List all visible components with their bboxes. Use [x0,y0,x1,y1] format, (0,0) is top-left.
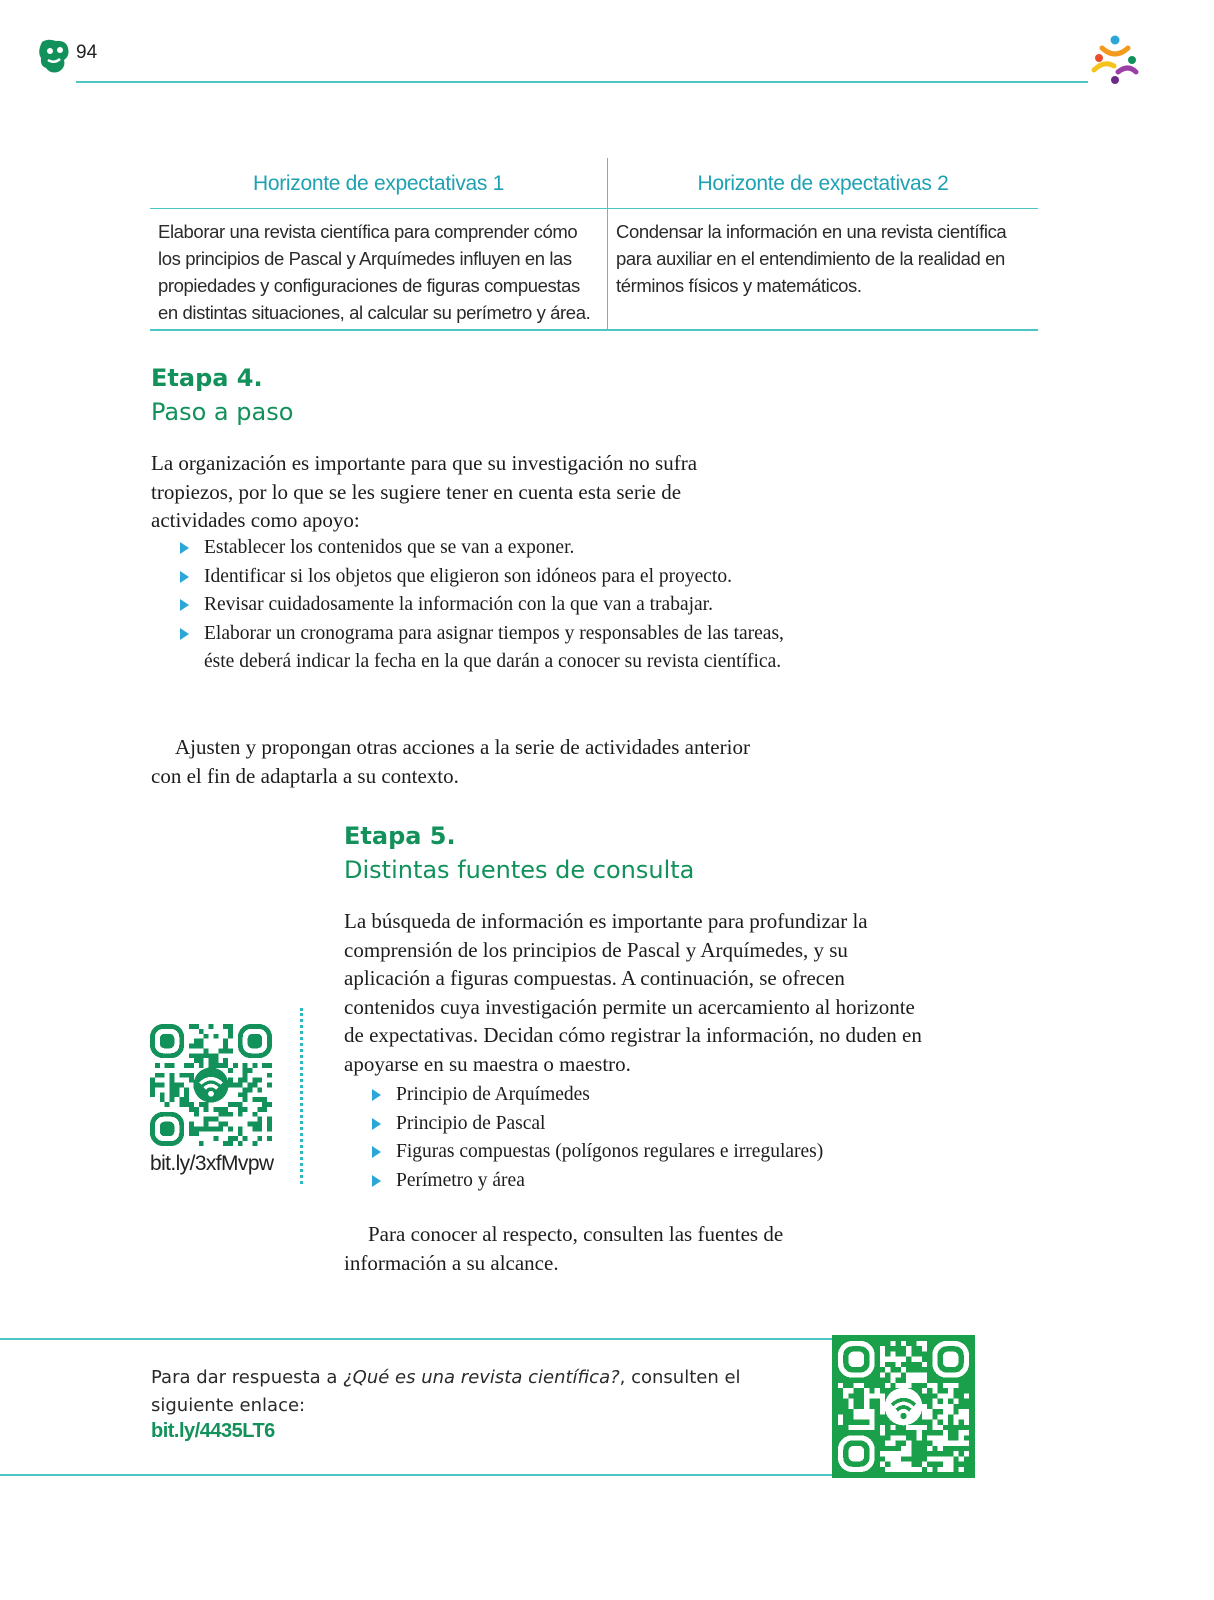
list-item [368,1081,928,1110]
table-bottom-rule [150,329,1038,331]
footer-link[interactable]: bit.ly/4435LT6 [151,1420,275,1442]
list-item-text: Perímetro y área [396,1169,525,1191]
qr-code-icon[interactable] [150,1024,272,1146]
header-rule [76,81,1088,83]
bullet-triangle-icon [180,599,189,611]
colorful-people-logo-icon [1088,34,1142,86]
list-item [368,1110,928,1139]
table-header-rule [150,208,1038,209]
list-item-text: Elaborar un cronograma para asignar tiempos y responsables de las tareas, éste deberá indicar la fecha en la que darán a conocer su revista científica. [204,622,784,672]
list-item-text: Principio de Arquímedes [396,1084,590,1105]
list-item [176,563,796,592]
qr-code-icon[interactable] [838,1341,969,1472]
bullet-triangle-icon [372,1175,381,1187]
list-item-text: Establecer los contenidos que se van a exponer. [204,537,575,558]
footer-text-start: Para dar respuesta a [151,1367,344,1388]
list-item [176,591,796,620]
stage5-intro: La búsqueda de información es importante para profundizar la comprensión de los principios de Pascal y Arquímedes, y su aplicación a figuras compuestas. A continuación, se ofrecen contenidos cuya investigación permite un acercamiento al horizonte de expectativas. Decidan cómo registrar la información, no duden en apoyarse en su maestra o maestro. [344,909,922,1076]
page-number: 94 [76,42,98,63]
table-column [150,158,607,330]
table-heading: Horizonte de expectativas 2 [697,172,949,195]
bullet-triangle-icon [372,1089,381,1101]
bullet-triangle-icon [372,1118,381,1130]
list-item-text: Principio de Pascal [396,1112,546,1134]
bullet-triangle-icon [180,628,189,640]
expectations-table [150,158,1038,330]
list-item [176,534,796,563]
stage4-subtitle: Paso a paso [151,398,294,426]
bullet-triangle-icon [180,542,189,554]
footer-text-question: ¿Qué es una revista científica? [343,1367,620,1388]
table-cell: Condensar la información en una revista científica para auxiliar en el entendimiento de la realidad en términos físicos y matemáticos. [616,221,1007,296]
list-item-text: Figuras compuestas (polígonos regulares e irregulares) [396,1141,824,1162]
list-item [176,620,796,677]
footer-rule-bottom [0,1474,840,1476]
bullet-triangle-icon [372,1146,381,1158]
dotted-divider [300,1008,303,1184]
stage4-intro: La organización es importante para que su investigación no sufra tropiezos, por lo que se les sugiere tener en cuenta esta serie de actividades como apoyo: [151,451,698,532]
bullet-triangle-icon [180,571,189,583]
stage4-closing: Ajusten y propongan otras acciones a la serie de actividades anterior con el fin de adaptarla a su contexto. [151,735,750,788]
green-mask-icon [36,38,70,74]
table-heading: Horizonte de expectativas 1 [252,172,505,195]
stage5-closing: Para conocer al respecto, consulten las fuentes de información a su alcance. [344,1222,784,1275]
stage5-subtitle: Distintas fuentes de consulta [344,856,695,884]
list-item [368,1167,928,1196]
table-column [608,158,1038,330]
stage5-list [368,1081,928,1195]
qr-link-text[interactable]: bit.ly/3xfMvpw [150,1152,274,1175]
footer-rule-top [0,1338,840,1340]
stage4-title: Etapa 4. [151,364,263,392]
footer-text-end: , consulten el siguiente enlace: [151,1367,741,1416]
list-item-text: Identificar si los objetos que eligieron son idóneos para el proyecto. [204,565,732,587]
footer-text [151,1364,791,1420]
list-item-text: Revisar cuidadosamente la información con la que van a trabajar. [204,594,713,615]
stage4-list [176,534,796,677]
table-cell: Elaborar una revista científica para comprender cómo los principios de Pascal y Arquímedes influyen en las propiedades y configuraciones de figuras compuestas en distintas situaciones, al calcular su perímetro y área. [158,221,591,323]
stage5-title: Etapa 5. [344,822,456,850]
list-item [368,1138,928,1167]
